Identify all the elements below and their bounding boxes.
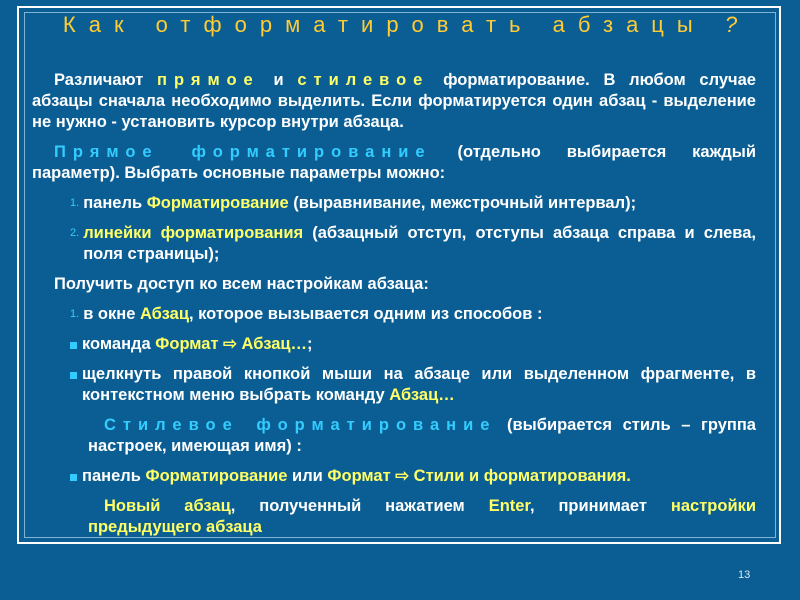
slide-title: Как отформатировать абзацы ? (62, 12, 738, 37)
square-bullet-icon (70, 342, 77, 349)
bullet-item: команда Формат ⇨ Абзац…; (70, 334, 756, 355)
slide-body (32, 70, 756, 547)
square-bullet-icon (70, 372, 77, 379)
paragraph-direct: Прямое форматирование (отдельно выбирается каждый параметр). Выбрать основные параметры можно: (32, 143, 756, 182)
bullet-item: щелкнуть правой кнопкой мыши на абзаце или выделенном фрагменте, в контекстном меню выбрать команду Абзац… (70, 364, 756, 406)
paragraph-style: Стилевое форматирование (выбирается стиль – группа настроек, имеющая имя) : (88, 416, 756, 455)
square-bullet-icon (70, 474, 77, 481)
paragraph-new: Новый абзац, полученный нажатием Enter, принимает настройки предыдущего абзаца (88, 497, 756, 536)
paragraph-access: Получить доступ ко всем настройкам абзаца: (54, 275, 429, 293)
page-number: 13 (738, 569, 751, 581)
list-item: 1. в окне Абзац, которое вызывается одним из способов : (70, 305, 543, 323)
bullet-item: панель Форматирование или Формат ⇨ Стили и форматирования. (70, 466, 756, 487)
list-item: 1. панель Форматирование (выравнивание, межстрочный интервал); (70, 194, 637, 212)
list-item: 2. линейки форматирования (абзацный отступ, отступы абзаца справа и слева, поля страницы); (70, 224, 756, 263)
paragraph-intro: Различают прямое и стилевое форматирование. В любом случае абзацы сначала необходимо выделить. Если форматируется один абзац - выделение не нужно - установить курсор внутри абзаца. (32, 71, 756, 131)
